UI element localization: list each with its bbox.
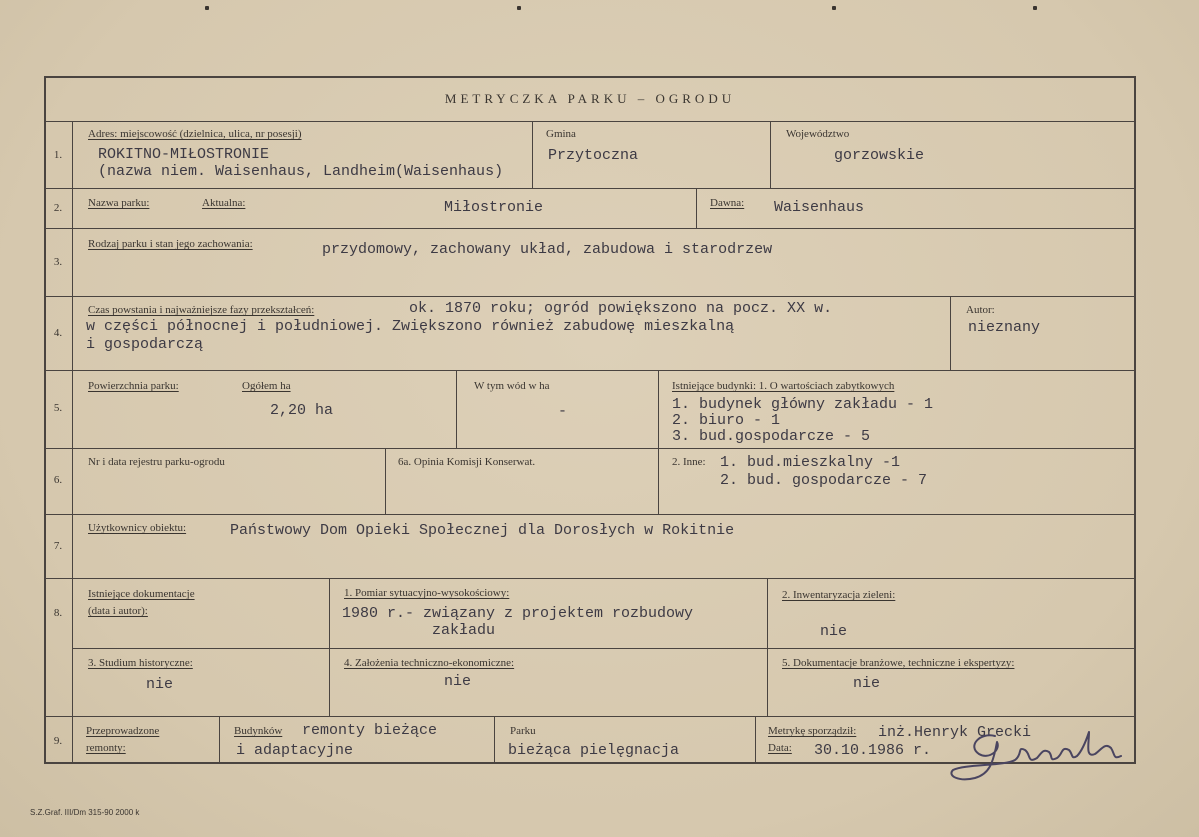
column-divider	[72, 121, 73, 764]
greenery-inventory-value: nie	[820, 623, 848, 640]
column-divider	[219, 716, 220, 764]
column-divider	[385, 448, 386, 514]
park-renovation-label: Parku	[510, 725, 536, 737]
date-value: 30.10.1986 r.	[814, 742, 932, 759]
tech-econ-label: 4. Założenia techniczno-ekonomiczne:	[344, 657, 515, 669]
renovations-label: Przeprowadzone	[86, 725, 160, 737]
column-divider	[658, 370, 659, 448]
row-divider	[44, 296, 1136, 297]
column-divider	[532, 121, 533, 188]
historical-study-label: 3. Studium historyczne:	[88, 657, 193, 669]
buildings-renovation-label: Budynków	[234, 725, 283, 737]
row-number: 5.	[53, 402, 63, 414]
row-divider	[44, 121, 1136, 122]
park-type-value: przydomowy, zachowany układ, zabudowa i starodrzew	[322, 241, 773, 258]
users-label: Użytkownicy obiektu:	[88, 522, 187, 534]
history-line-3: i gospodarczą	[86, 336, 204, 353]
form-title: METRYCZKA PARKU – OGRODU	[444, 91, 736, 106]
former-name-value: Waisenhaus	[774, 199, 865, 216]
column-divider	[767, 578, 768, 716]
documentation-sublabel: (data i autor):	[88, 605, 148, 617]
gmina-label: Gmina	[546, 128, 576, 140]
greenery-inventory-label: 2. Inwentaryzacja zieleni:	[782, 589, 896, 601]
park-type-label: Rodzaj parku i stan jego zachowania:	[88, 238, 253, 250]
park-renovation-value: bieżąca pielęgnacja	[508, 742, 680, 759]
survey-label: 1. Pomiar sytuacyjno-wysokościowy:	[344, 587, 510, 599]
row-divider	[72, 648, 1136, 649]
row-divider	[44, 228, 1136, 229]
row-divider	[44, 716, 1136, 717]
date-label: Data:	[768, 742, 792, 754]
row-divider	[44, 370, 1136, 371]
column-divider	[456, 370, 457, 448]
survey-value-line-2: zakładu	[432, 622, 496, 639]
column-divider	[950, 296, 951, 370]
prepared-by-label: Metrykę sporządził:	[768, 725, 857, 737]
tech-econ-value: nie	[444, 673, 472, 690]
buildings-renovation-value-2: i adaptacyjne	[236, 742, 354, 759]
history-line-2: w części północnej i południowej. Zwiększono również zabudowę mieszkalną	[86, 318, 735, 335]
row-number: 4.	[53, 327, 63, 339]
row-number: 3.	[53, 256, 63, 268]
punch-mark	[205, 6, 209, 10]
voivodeship-value: gorzowskie	[834, 147, 925, 164]
handwritten-signature	[945, 724, 1125, 784]
column-divider	[329, 578, 330, 716]
row-number: 7.	[53, 540, 63, 552]
author-value: nieznany	[968, 319, 1041, 336]
history-label: Czas powstania i najważniejsze fazy przekształceń:	[88, 304, 315, 316]
current-name-label: Aktualna:	[202, 197, 246, 209]
buildings-label: Istniejące budynki: 1. O wartościach zabytkowych	[672, 380, 895, 392]
total-area-label: Ogółem ha	[242, 380, 291, 392]
water-area-label: W tym wód w ha	[474, 380, 550, 392]
users-value: Państwowy Dom Opieki Społecznej dla Dorosłych w Rokitnie	[230, 522, 735, 539]
column-divider	[494, 716, 495, 764]
column-divider	[770, 121, 771, 188]
former-name-label: Dawna:	[710, 197, 745, 209]
address-label: Adres: miejscowość (dzielnica, ulica, nr posesji)	[88, 128, 302, 140]
area-label: Powierzchnia parku:	[88, 380, 179, 392]
row-number: 1.	[53, 149, 63, 161]
buildings-renovation-value: remonty bieżące	[302, 722, 438, 739]
voivodeship-label: Województwo	[786, 128, 850, 140]
address-german-name: (nazwa niem. Waisenhaus, Landheim(Waisenhaus)	[98, 163, 504, 180]
author-label: Autor:	[966, 304, 995, 316]
building-item: 3. bud.gospodarcze - 5	[672, 428, 871, 445]
other-buildings-label: 2. Inne:	[672, 456, 706, 468]
punch-mark	[832, 6, 836, 10]
documentation-label: Istniejące dokumentacje	[88, 588, 195, 600]
other-building-item: 1. bud.mieszkalny -1	[720, 454, 901, 471]
expert-docs-value: nie	[853, 675, 881, 692]
punch-mark	[1033, 6, 1037, 10]
history-line-1: ok. 1870 roku; ogród powiększono na pocz. XX w.	[409, 300, 833, 317]
park-name-label: Nazwa parku:	[88, 197, 150, 209]
row-divider	[44, 448, 1136, 449]
row-number: 8.	[53, 607, 63, 619]
building-item: 1. budynek główny zakładu - 1	[672, 396, 934, 413]
other-building-item: 2. bud. gospodarcze - 7	[720, 472, 928, 489]
address-value: ROKITNO-MIŁOSTRONIE	[98, 146, 270, 163]
prepared-by-value: inż.Henryk Grecki	[878, 724, 1032, 741]
register-label: Nr i data rejestru parku-ogrodu	[88, 456, 225, 468]
historical-study-value: nie	[146, 676, 174, 693]
row-divider	[44, 188, 1136, 189]
water-area-value: -	[558, 403, 568, 420]
footer-print-code: S.Z.Graf. III/Dm 315-90 2000 k	[30, 808, 140, 817]
total-area-value: 2,20 ha	[270, 402, 334, 419]
row-number: 6.	[53, 474, 63, 486]
building-item: 2. biuro - 1	[672, 412, 781, 429]
column-divider	[658, 448, 659, 514]
row-divider	[44, 514, 1136, 515]
punch-mark	[517, 6, 521, 10]
survey-value-line-1: 1980 r.- związany z projektem rozbudowy	[342, 605, 694, 622]
row-divider	[44, 578, 1136, 579]
column-divider	[696, 188, 697, 228]
column-divider	[755, 716, 756, 764]
current-name-value: Miłostronie	[444, 199, 544, 216]
row-number: 2.	[53, 202, 63, 214]
gmina-value: Przytoczna	[548, 147, 639, 164]
row-number: 9.	[53, 735, 63, 747]
renovations-sublabel: remonty:	[86, 742, 126, 754]
conservation-opinion-label: 6a. Opinia Komisji Konserwat.	[398, 456, 536, 468]
expert-docs-label: 5. Dokumentacje branżowe, techniczne i ekspertyzy:	[782, 657, 1015, 669]
